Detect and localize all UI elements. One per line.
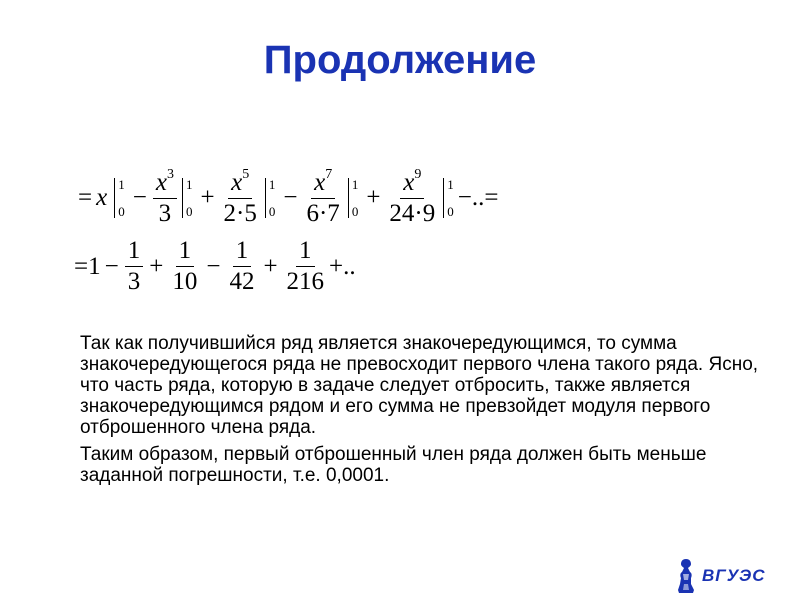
denominator: 216: [286, 268, 325, 296]
num-exponent: 3: [166, 167, 174, 182]
term-sign: −: [283, 183, 298, 211]
term-sign: +: [200, 183, 215, 211]
formula-var: x: [96, 183, 108, 211]
numerator: 1: [233, 238, 252, 267]
slide-title: Продолжение: [263, 38, 537, 82]
fraction-term: [153, 168, 177, 228]
eval-bar: [348, 178, 359, 218]
paragraph-explanation: Так как получившийся ряд является знакочередующимся, то сумма знакочередующегося ряда не превосходит первого члена такого ряда. Ясно, что часть ряда, которую в задаче следует отбросить, также является знакочередующимся рядом и его сумма не превзойдет модуля первого отброшенного члена ряда.: [80, 333, 759, 438]
eval-bar: [265, 178, 276, 218]
num-base: x: [155, 169, 167, 196]
denominator: 3: [158, 200, 172, 228]
num-base: x: [314, 169, 326, 196]
fraction-term: [303, 168, 342, 228]
num-exponent: 5: [242, 167, 250, 182]
limit-lower: 0: [268, 203, 276, 219]
fraction-term: [226, 238, 257, 296]
num-base: x: [231, 169, 243, 196]
denominator: 42: [229, 268, 255, 296]
limit-lower: 0: [118, 203, 125, 219]
eval-bar: [114, 178, 125, 218]
denominator: 6·7: [306, 200, 340, 228]
fraction-term: [386, 168, 438, 228]
eval-bar: [182, 178, 193, 218]
num-exponent: 7: [325, 167, 333, 182]
num-base: x: [403, 169, 415, 196]
denominator: 2·5: [223, 200, 257, 228]
eval-bar: [443, 178, 454, 218]
numerator: 1: [125, 238, 144, 267]
formula-tail: −..=: [457, 183, 499, 211]
term-sign: −: [104, 252, 119, 280]
denominator: 24·9: [389, 200, 436, 228]
fraction-term: [125, 238, 144, 296]
limit-upper: 1: [118, 176, 125, 192]
numerator: 1: [296, 238, 315, 267]
term-sign: +: [149, 252, 164, 280]
limit-upper: 1: [447, 176, 454, 192]
num-exponent: 9: [414, 167, 422, 182]
logo-text: ВГУЭС: [702, 566, 766, 585]
formula-line-2: [74, 238, 356, 296]
university-emblem-icon: [676, 558, 696, 594]
limit-lower: 0: [351, 203, 359, 219]
limit-lower: 0: [447, 203, 454, 219]
term-sign: −: [132, 183, 147, 211]
term-sign: +: [263, 252, 278, 280]
term-sign: +: [366, 183, 381, 211]
formula-tail: +..: [329, 252, 356, 280]
paragraph-conclusion: Таким образом, первый отброшенный член ряда должен быть меньше заданной погрешности, т.е. 0,0001.: [80, 444, 707, 486]
limit-upper: 1: [268, 176, 276, 192]
term-sign: −: [206, 252, 221, 280]
limit-upper: 1: [185, 176, 193, 192]
limit-lower: 0: [185, 203, 193, 219]
limit-upper: 1: [351, 176, 359, 192]
denominator: 10: [172, 268, 198, 296]
denominator: 3: [127, 268, 141, 296]
university-logo: [676, 558, 766, 594]
formula-lead: =: [78, 183, 93, 211]
numerator: 1: [176, 238, 195, 267]
formula-lead: =1: [74, 252, 101, 280]
fraction-term: [221, 168, 260, 228]
fraction-term: [169, 238, 200, 296]
fraction-term: [284, 238, 328, 296]
formula-line-1: [78, 168, 498, 228]
